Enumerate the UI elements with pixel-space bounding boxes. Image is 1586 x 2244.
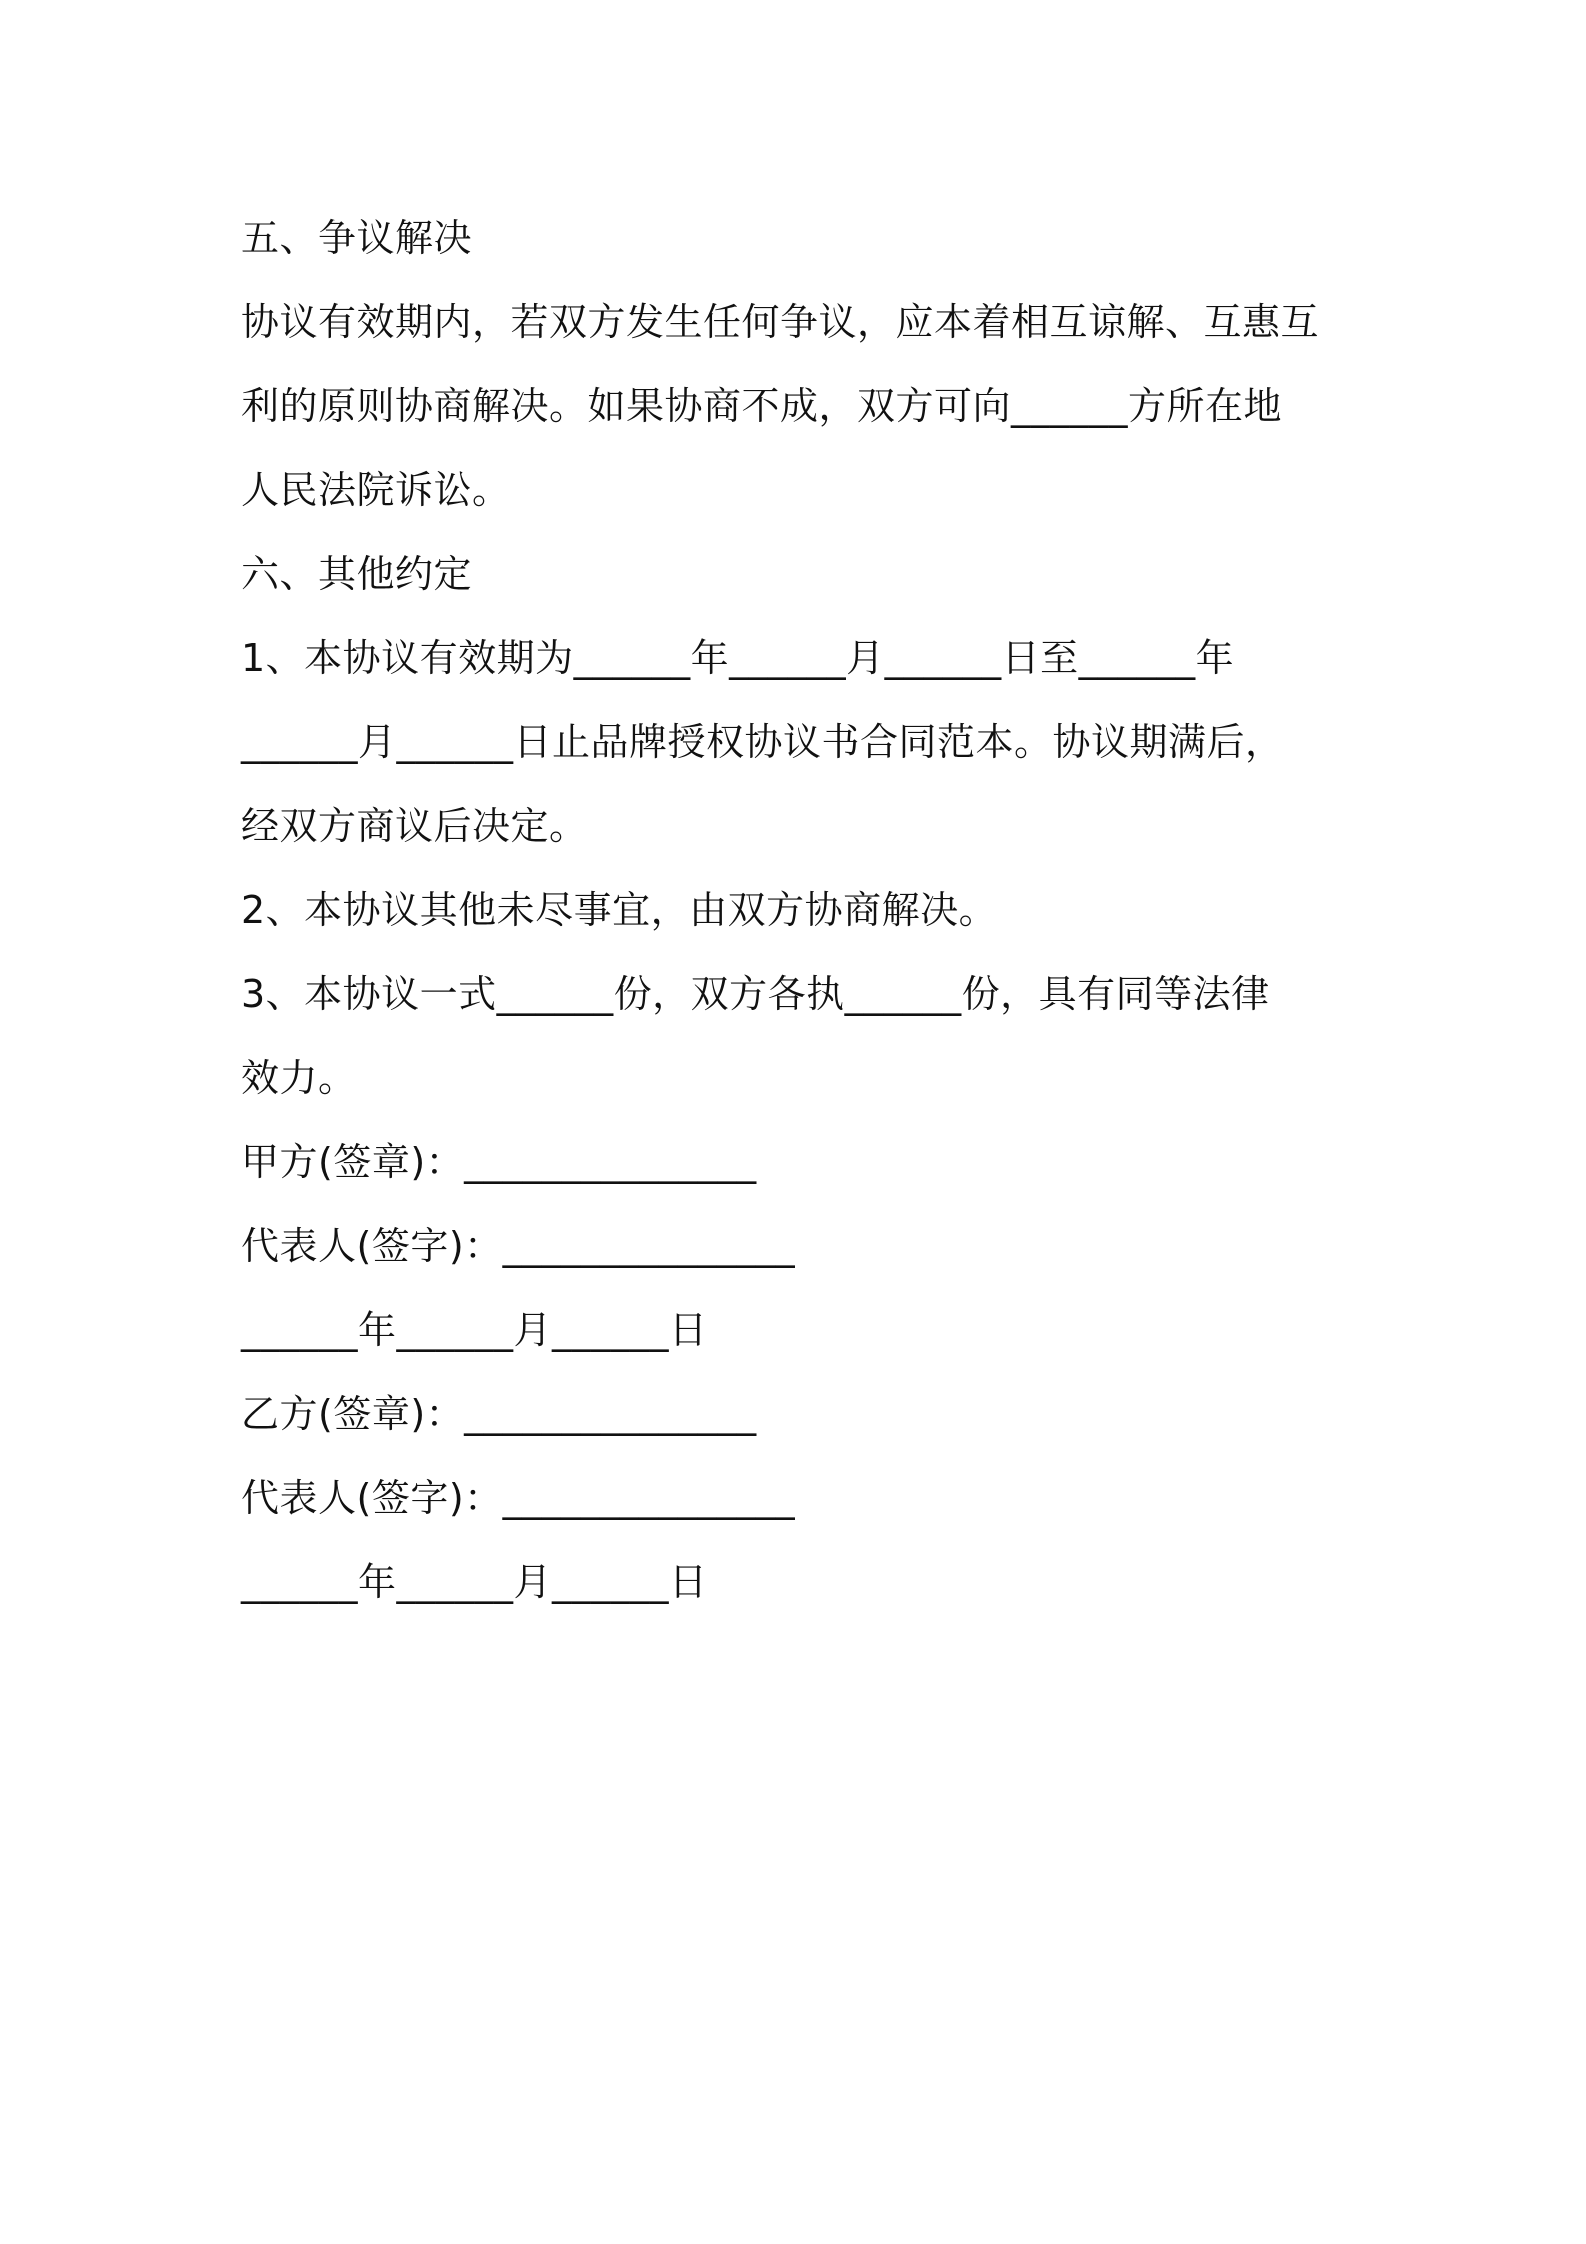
clause-line: ______月______日止品牌授权协议书合同范本。协议期满后，: [241, 720, 1284, 764]
clause-line: 3、本协议一式______份，双方各执______份，具有同等法律: [241, 972, 1270, 1016]
clause-line: 1、本协议有效期为______年______月______日至______年: [241, 636, 1235, 680]
party-a-representative-line: 代表人(签字)：_______________: [241, 1224, 796, 1268]
party-a-seal-line: 甲方(签章)：_______________: [241, 1140, 757, 1184]
section-heading-dispute: 五、争议解决: [241, 216, 473, 260]
party-b-seal-line: 乙方(签章)：_______________: [241, 1392, 757, 1436]
party-b-date-line: ______年______月______日: [241, 1560, 708, 1604]
clause-line: 2、本协议其他未尽事宜，由双方协商解决。: [241, 888, 998, 932]
paragraph-line: 人民法院诉讼。: [241, 468, 511, 512]
section-heading-other: 六、其他约定: [241, 552, 473, 596]
clause-line: 经双方商议后决定。: [241, 804, 588, 848]
party-a-date-line: ______年______月______日: [241, 1308, 708, 1352]
clause-line: 效力。: [241, 1056, 357, 1100]
document-body: [241, 196, 1361, 1624]
paragraph-line: 协议有效期内，若双方发生任何争议，应本着相互谅解、互惠互: [241, 300, 1320, 344]
paragraph-line: 利的原则协商解决。如果协商不成，双方可向______方所在地: [241, 384, 1283, 428]
party-b-representative-line: 代表人(签字)：_______________: [241, 1476, 796, 1520]
